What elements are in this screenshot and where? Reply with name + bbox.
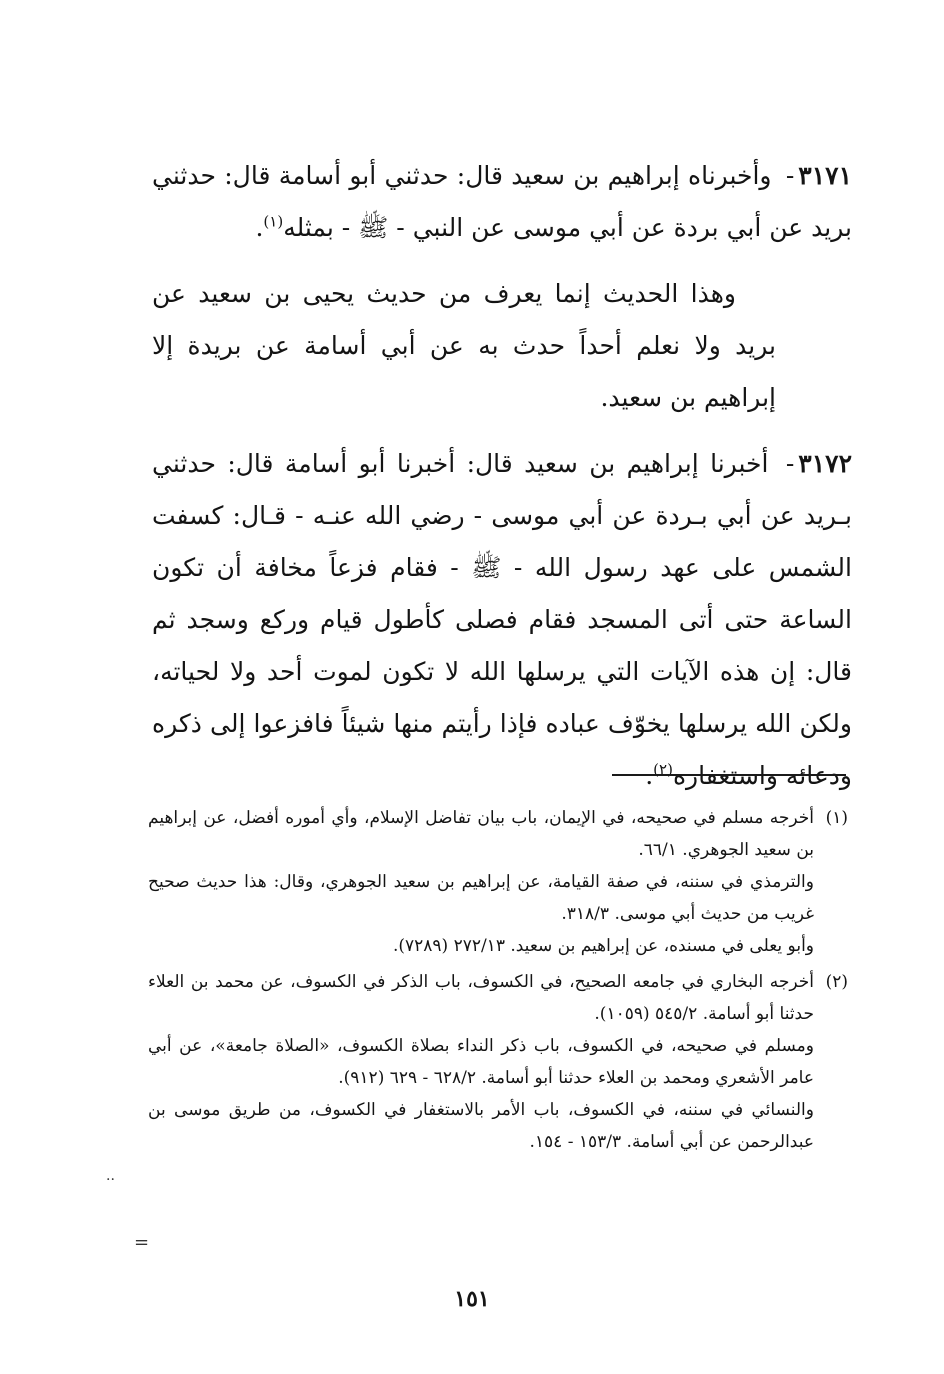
- footnote-2: [148, 966, 848, 1158]
- hadith-dash: -: [785, 449, 795, 478]
- footnote-paragraph: وأبو يعلى في مسنده، عن إبراهيم بن سعيد. ٢٧٢/١٣ (٧٢٨٩).: [392, 936, 814, 956]
- page-number: ١٥١: [454, 1286, 490, 1312]
- footnotes: [148, 802, 848, 1162]
- hadith-commentary: وهذا الحديث إنما يعرف من حديث يحيى بن سعيد عن بريد ولا نعلم أحداً حدث به عن أبي أسامة عن بريدة إلا إبراهيم بن سعيد.: [152, 279, 776, 412]
- footnote-paragraph: والترمذي في سننه، في صفة القيامة، عن إبراهيم بن سعيد الجوهري، وقال: هذا حديث صحيح غريب من حديث أبي موسى. ٣١٨/٣.: [148, 872, 814, 924]
- continuation-mark: =: [134, 1232, 150, 1253]
- footnote-paragraph: والنسائي في سننه، في الكسوف، باب الأمر بالاستغفار في الكسوف، من طريق موسى بن عبدالرحمن عن أبي أسامة. ١٥٣/٣ - ١٥٤.: [148, 1100, 814, 1152]
- hadith-number: ٣١٧٢: [798, 449, 852, 478]
- footnote-paragraph: أخرجه البخاري في جامعه الصحيح، في الكسوف، باب الذكر في الكسوف، عن محمد بن العلاء حدثنا أبو أسامة. ٥٤٥/٢ (١٠٥٩).: [148, 972, 814, 1024]
- footnote-separator: [612, 774, 846, 776]
- hadith-dash: -: [785, 161, 795, 190]
- footnote-1: [148, 802, 848, 962]
- sentence-end: .: [255, 213, 264, 242]
- hadith-3171: [152, 150, 852, 254]
- footnote-number: (٢): [825, 972, 848, 992]
- hadith-number: ٣١٧١: [798, 161, 852, 190]
- margin-mark: ..: [106, 1168, 115, 1184]
- hadith-text: أخبرنا إبراهيم بن سعيد قال: أخبرنا أبو أسامة قال: حدثني بـريد عن أبي بـردة عن أبي موسى - رضي الله عنـه - قـال: كسفت الشمس على عهد رسول الله - ﷺ - فقام فزعاً مخافة أن تكون الساعة حتى أتى المسجد فقام فصلى كأطول قيام وركع وسجد ثم قال: إن هذه الآيات التي يرسلها الله لا تكون لموت أحد ولا لحياته، ولكن الله يرسلها يخوّف عباده فإذا رأيتم منها شيئاً فافزعوا إلى ذكره ودعائه واستغفاره: [152, 449, 852, 790]
- footnote-paragraph: ومسلم في صحيحه، في الكسوف، باب ذكر النداء بصلاة الكسوف، «الصلاة جامعة»، عن أبي عامر الأشعري ومحمد بن العلاء حدثنا أبو أسامة. ٦٢٨/٢ - ٦٢٩ (٩١٢).: [148, 1036, 814, 1088]
- main-text: [152, 150, 852, 816]
- footnote-ref: (٢): [653, 760, 673, 779]
- footnote-number: (١): [825, 808, 848, 828]
- hadith-text: وأخبرناه إبراهيم بن سعيد قال: حدثني أبو أسامة قال: حدثني بريد عن أبي بردة عن أبي موسى عن النبي - ﷺ - بمثله: [152, 161, 852, 242]
- footnote-paragraph: أخرجه مسلم في صحيحه، في الإيمان، باب بيان تفاضل الإسلام، وأي أموره أفضل، عن إبراهيم بن سعيد الجوهري. ٦٦/١.: [148, 808, 814, 860]
- sentence-end: .: [645, 761, 654, 790]
- footnote-ref: (١): [263, 212, 284, 231]
- hadith-3172: [152, 438, 852, 802]
